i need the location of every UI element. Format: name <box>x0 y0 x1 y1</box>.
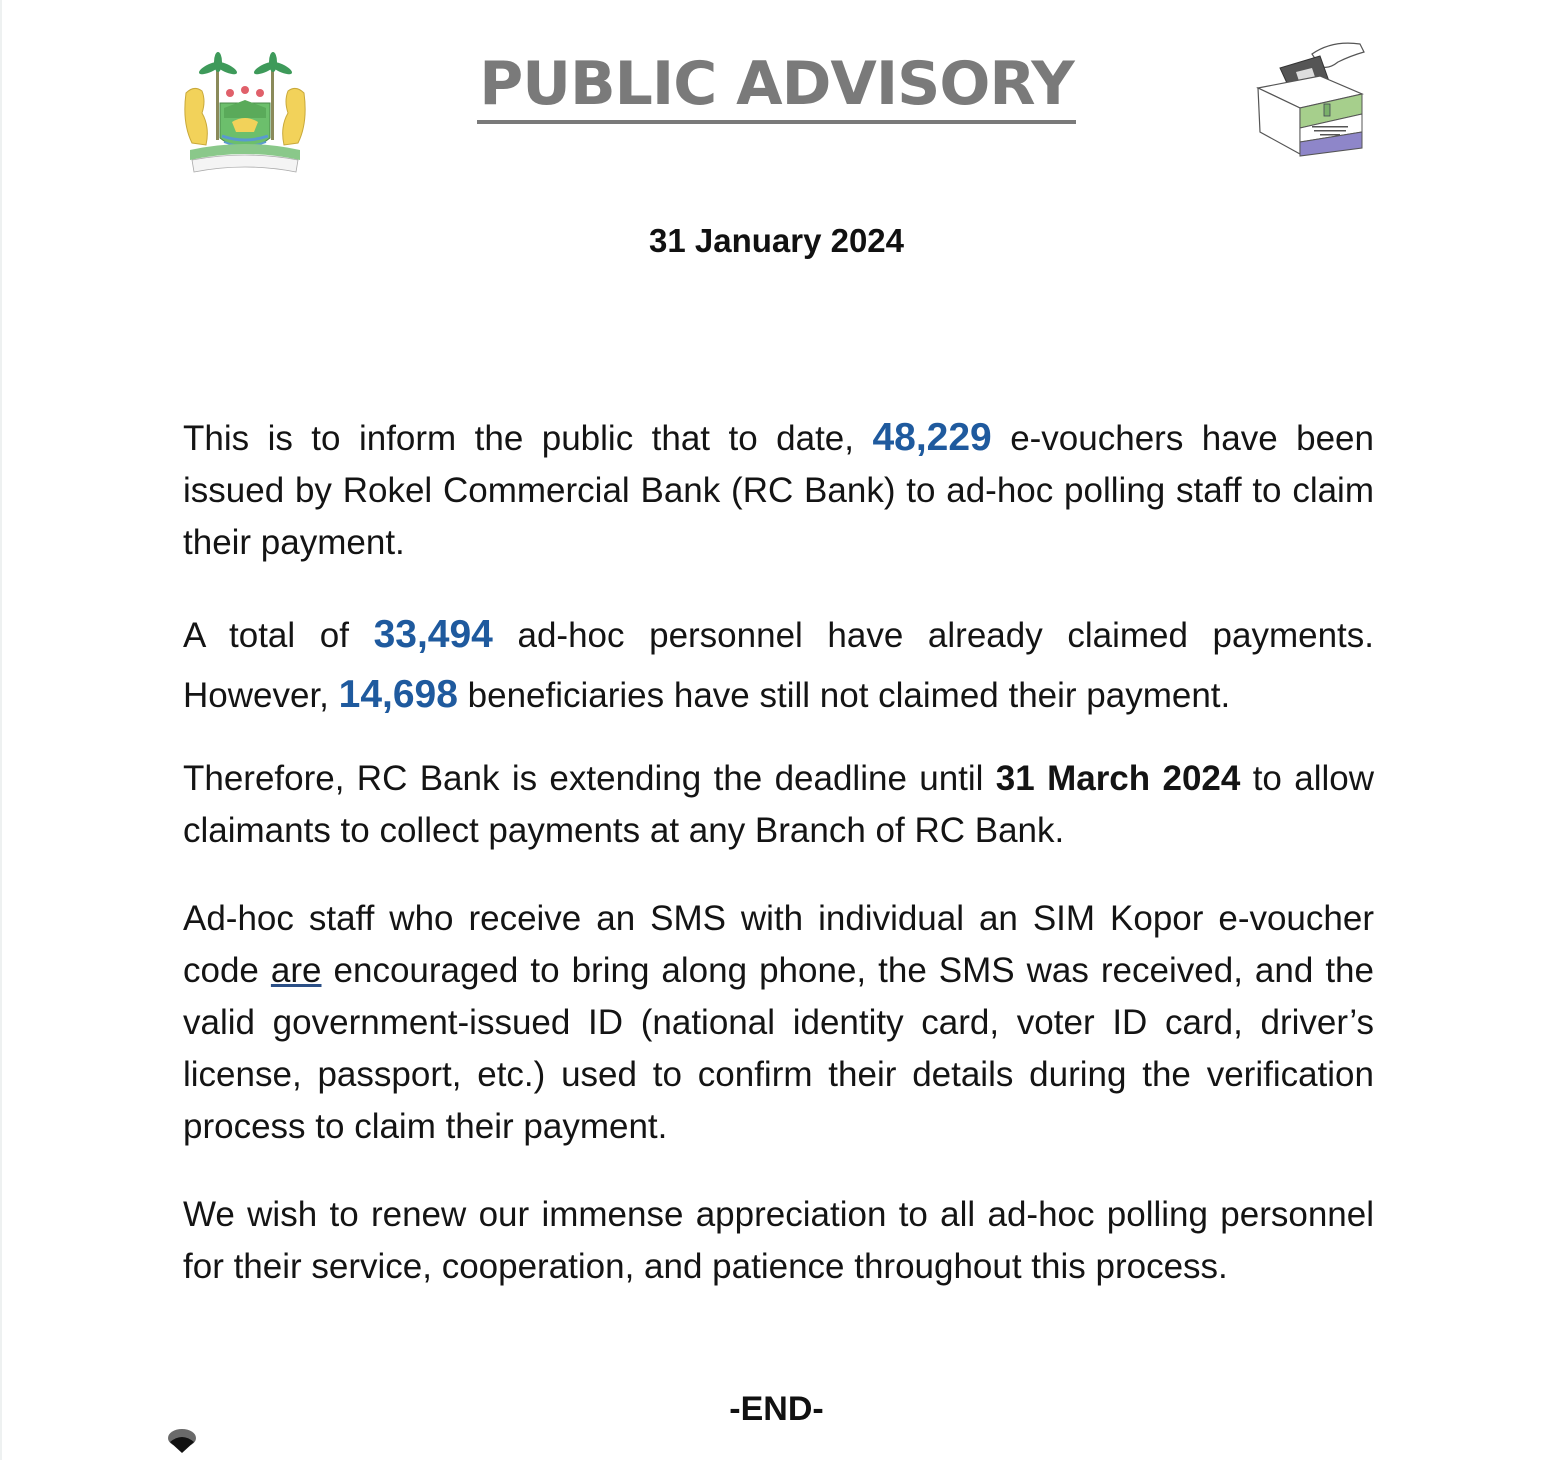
p2-text-after: beneficiaries have still not claimed their payment. <box>457 676 1231 715</box>
paragraph-claims-status <box>183 605 1374 725</box>
underlined-word: are <box>270 951 322 990</box>
advisory-date: 31 January 2024 <box>648 222 905 259</box>
p3-text-before: Therefore, RC Bank is extending the deadline until <box>183 759 996 798</box>
vouchers-issued-count: 48,229 <box>872 416 992 459</box>
page-edge <box>0 0 2 1460</box>
paragraph-vouchers-issued <box>183 412 1374 569</box>
p3-text-after: to allow claimants to collect payments at any Branch of RC Bank. <box>183 759 1374 850</box>
p4-text-after: encouraged to bring along phone, the SMS was received, and the valid government-issued ID (national identity card, voter ID card, driver’s license, passport, etc.) used to confirm their details during the verification process to claim their payment. <box>183 951 1374 1146</box>
p2-text-middle: ad-hoc personnel have already claimed payments. <box>492 616 1374 655</box>
p1-text-after: e-vouchers have been issued by Rokel Commercial Bank (RC Bank) to ad-hoc polling staff to claim their payment. <box>183 419 1374 562</box>
p2-text-however: However, <box>183 676 339 715</box>
location-pin-icon <box>166 1428 198 1454</box>
paragraph-appreciation: We wish to renew our immense appreciation to all ad-hoc polling personnel for their service, cooperation, and patience throughout this process. <box>183 1195 1374 1286</box>
paragraph-requirements <box>183 893 1374 1153</box>
p2-text-before: A total of <box>183 616 374 655</box>
paragraph-deadline-extension <box>183 753 1374 857</box>
claimed-count: 33,494 <box>373 613 493 656</box>
advisory-body <box>183 412 1374 1329</box>
title-text: PUBLIC ADVISORY <box>477 48 1076 124</box>
unclaimed-count: 14,698 <box>338 673 458 716</box>
page-title <box>0 48 1553 124</box>
end-marker: -END- <box>729 1390 824 1428</box>
p4-text-before: Ad-hoc staff who receive an SMS with individual an SIM Kopor e-voucher code <box>183 899 1374 990</box>
deadline-date: 31 March 2024 <box>995 759 1241 798</box>
p1-text-before: This is to inform the public that to date, <box>183 419 873 458</box>
